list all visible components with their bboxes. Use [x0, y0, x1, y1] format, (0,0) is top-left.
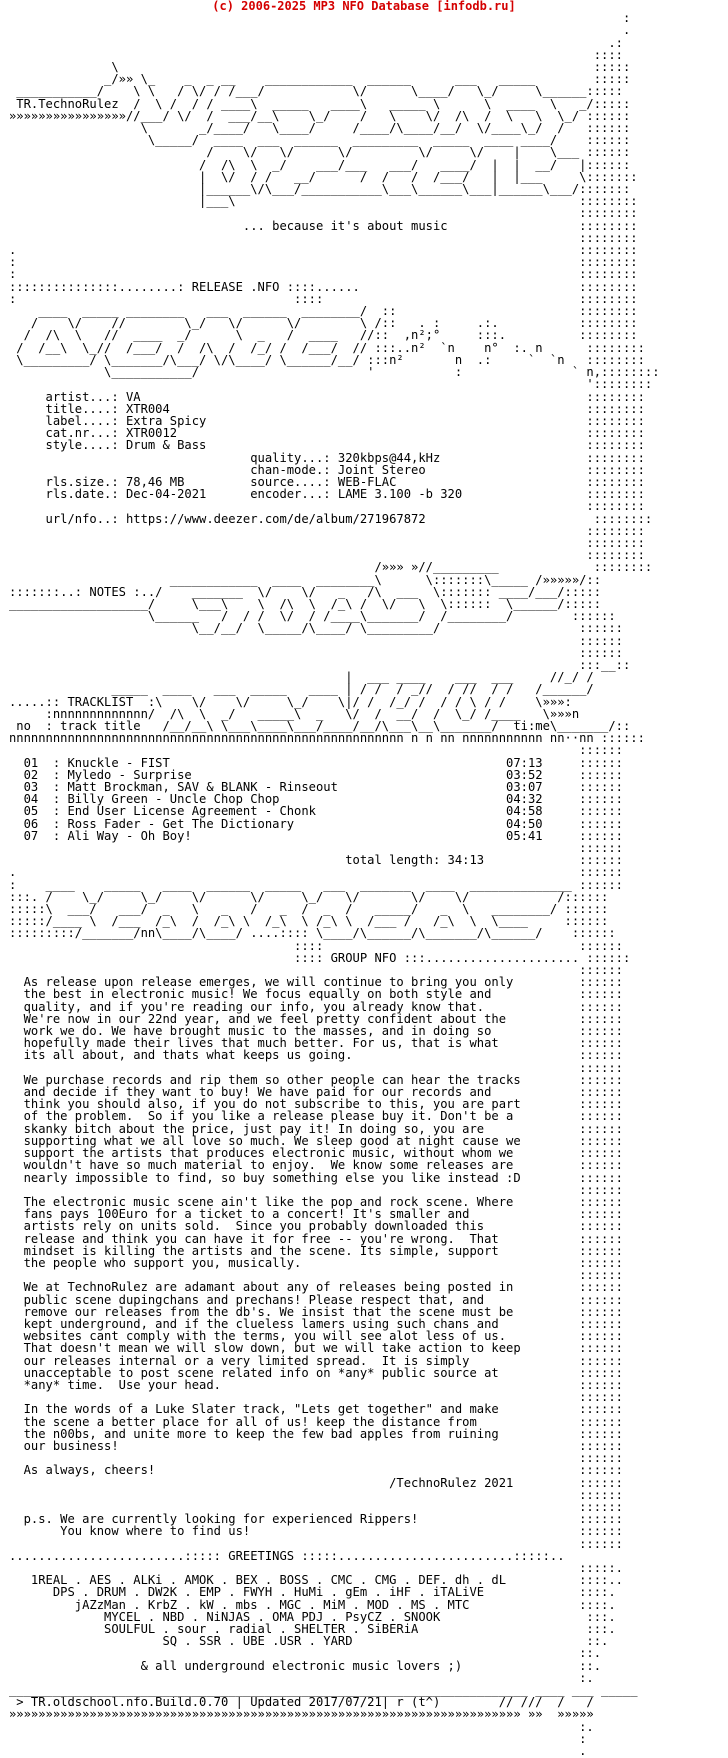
nfo-text-body: : . .: :::: \ ::::: _/»» \_ _ _ __ ____________ ______ ___ _____ ::::: ___________/ \ \ / \/ / /___/ \/ \____/ \_/ \______::::: TR.TechnoRulez / \ / / / ____\ _____ ____\ _____ \ \ ____ \ _/::::: »»»»»»»»»»»»»»»»//___/ \/ / ___/__\ \_/ / \ \/ /\ / \ \ \_/ :::::: \ _/____/ \____/ /____/\____/__/ \/____\_/ / :::::: \_____/ ____ ___ ______ _________ _____ ____ ____/ :::::: / \/ \/ \/ \/ \/ | \___ :::::: / /\ \ _/ ___/___ ___/ ____/ | | __/ |:::::: | \/ / / __/ / / / /___/ | |___ \::::::: |______\/\___/___________\___\______\___|______\___/::::::: |___\ :::::::: :::::::: ... because it's about music :::::::: :::::::: . :::::::: : :::::::: : :::::::: :::::::::::::::........: RELEASE .NFO ::::...... :::::::: : :::: :::::::: ____ _____ ________ ___ ______ ________/ :: :::::::: / \/ // \_/ \/ \/ \ /:: . : .:. :::::::: / /\ \ // ____ _/ \ _ / ____ //:: ,n²;° :::. :::::::: / /__\ \_// /___/ / /\ / /_/ / /___/ // :::..n² `n n° :. n :::::::: \_________/ \_______/\___/ \/\____/ \______/__/ :::n² n .: ` `n :::::::: \___________/ ' : ` n,:::::::: ':::::::: artist...: VA :::::::: title....: XTR004 :::::::: label....: Extra Spicy :::::::: cat.nr...: XTR0012 :::::::: style....: Drum & Bass :::::::: quality...: 320kbps@44,kHz :::::::: chan-mode.: Joint Stereo :::::::: rls.size.: 78,46 MB source....: WEB-FLAC :::::::: rls.date.: Dec-04-2021 encoder...: LAME 3.100 -b 320 :::::::: :::::::: url/nfo..: https://www.deezer.com/de/album/271967872 :::::::: :::::::: :::::::: :::::::: /»»» »//_________ :::::::: ____________ ____ ________\ \:::::::\_____ /»»»»»/:: :::::::..: NOTES :../ _______ \/ \/ _ /\ ___ \::::::: ____/___/::::: ___________________/ \___\ \ /\ \ /_\ / \/ \ \:::::: \______/::::: \______ / / / \/ / /____\_______/ /________/ :::::: \__/__/ \_____/\____/ \_________/ :::::: :::::: :::::: :::__:: | ___ ____ ___ ___ //_/ / _____ ____ ___ _____ ____ | / / / _// / // / / /______/ .....:: TRACKLIST :\ \/ \/ \_/ \|/ / /_/ / / / \ / / \»»»: :nnnnnnnnnnnnn/ /\ \ _/ _____\ _ \/ / __/ / \_/ /____ \»»»n no : track title /__/__\ \___\____\___/____/__/\___\__\_______/ ti:me\_______/:: nnnnnnnnnnnnnnnnnnnnnnnnnnnnnnnnnnnnnnnnnnnnnnnnnnnnnn n n nn nnnnnnnnnnn nn··nn :::::: :::::: 01 : Knuckle - FIST 07:13 :::::: 02 : Myledo - Surprise 03:52 :::::: 03 : Matt Brockman, SAV & BLANK - Rinseout 03:07 :::::: 04 : Billy Green - Uncle Chop Chop 04:32 :::::: 05 : End User License Agreement - Chonk 04:58 :::::: 06 : Ross Fader - Get The Dictionary 04:50 :::::: 07 : Ali Way - Oh Boy! 05:41 :::::: :::::: total length: 34:13 :::::: . :::::: : ____ _____ ____ ______ _____ ___ _______ ____ ______________ :::::: :::. / \_/ \_/ \/ \/ \_/ \/ \/ \/ /:::::: :::::\ ___/ ___/ _ \ _ / _ / _ / _____/ _ \ ________/ :::::: :::::/____ \ /___ /_\ / /_\ \ /_\ \ /_\ \ /___ / /_\ \ \____ :::::: :::::::::/_______/nn\____/\____/ ....:::: \____/\______/\_______/\______/ :::::: :::: :::::: :::: GROUP NFO :::..................... :::::: :::::: As release upon release emerges, we will continue to bring you only :::::: the best in electronic music! We focus equally on both style and :::::: quality, and if you're reading our info, you already know that. :::::: We're now in our 22nd year, and we feel pretty confident about the :::::: work we do. We have brought music to the masses, and in doing so :::::: hopefully made their lives that much better. For us, that is what :::::: its all about, and thats what keeps us going. :::::: :::::: We purchase records and rip them so other people can hear the tracks :::::: and decide if they want to buy! We have paid for our records and :::::: think you should also, if you do not subscribe to this, you are part :::::: of the problem. So if you like a release please buy it. Don't be a :::::: skanky bitch about the price, just pay it! In doing so, you are :::::: supporting what we all love so much. We sleep good at night cause we :::::: support the artists that produces electronic music, without whom we :::::: wouldn't have so much material to enjoy. We know some releases are :::::: nearly impossible to find, so buy something else you like instead :D :::::: :::::: The electronic music scene ain't like the pop and rock scene. Where :::::: fans pays 100Euro for a ticket to a concert! It's smaller and :::::: artists rely on units sold. Since you probably downloaded this :::::: release and think you can have it for free -- you're wrong. That :::::: mindset is killing the artists and the scene. Its simple, support :::::: the people who support you, musically. :::::: :::::: We at TechnoRulez are adamant about any of releases being posted in :::::: public scene dupingchans and prechans! Please respect that, and :::::: remove our releases from the db's. We insist that the scene must be :::::: kept underground, and if the clueless lamers using such chans and :::::: websites cant comply with the terms, you will see alot less of us. :::::: That doesn't mean we will slow down, but we will take action to keep :::::: our releases internal or a very limited spread. It is simply :::::: unacceptable to post scene related info on *any* public source at :::::: *any* time. Use your head. :::::: :::::: In the words of a Luke Slater track, "Lets get together" and make :::::: the scene a better place for all of us! keep the distance from :::::: the n00bs, and unite more to keep the few bad apples from ruining :::::: our business! :::::: :::::: As always, cheers! :::::: /TechnoRulez 2021 :::::: :::::: :::::: p.s. We are currently looking for experienced Rippers! :::::: You know where to find us! :::::: :::::: ........................::::: GREETINGS :::::........................:::::.. :::::. 1REAL . AES . ALKi . AMOK . BEX . BOSS . CMC . CMG . DEF. dh . dL ::::.. DPS . DRUM . DW2K . EMP . FWYH . HuMi . gEm . iHF . iTALiVE ::::. jAZzMan . KrbZ . kW . mbs . MGC . MiM . MOD . MS . MTC ::::. MYCEL . NBD . NiNJAS . OMA PDJ . PsyCZ . SNOOK :::. SOULFUL . sour . radial . SHELTER . SiBERiA :::. SQ . SSR . UBE .USR . YARD ::. ::. & all underground electronic music lovers ;) ::. :. _______________________________________________________________________ ____ ___ _____ > TR.oldschool.nfo.Build.0.70 | Updated 2017/07/21| r (t^) // /// / / »»»»»»»»»»»»»»»»»»»»»»»»»»»»»»»»»»»»»»»»»»»»»»»»»»»»»»»»»»»»»»»»»»»»»» »» »»»»» :. : . — [9, 11, 660, 1758]
nfo-database-header: (c) 2006-2025 MP3 NFO Database [infodb.ru] — [212, 0, 516, 13]
